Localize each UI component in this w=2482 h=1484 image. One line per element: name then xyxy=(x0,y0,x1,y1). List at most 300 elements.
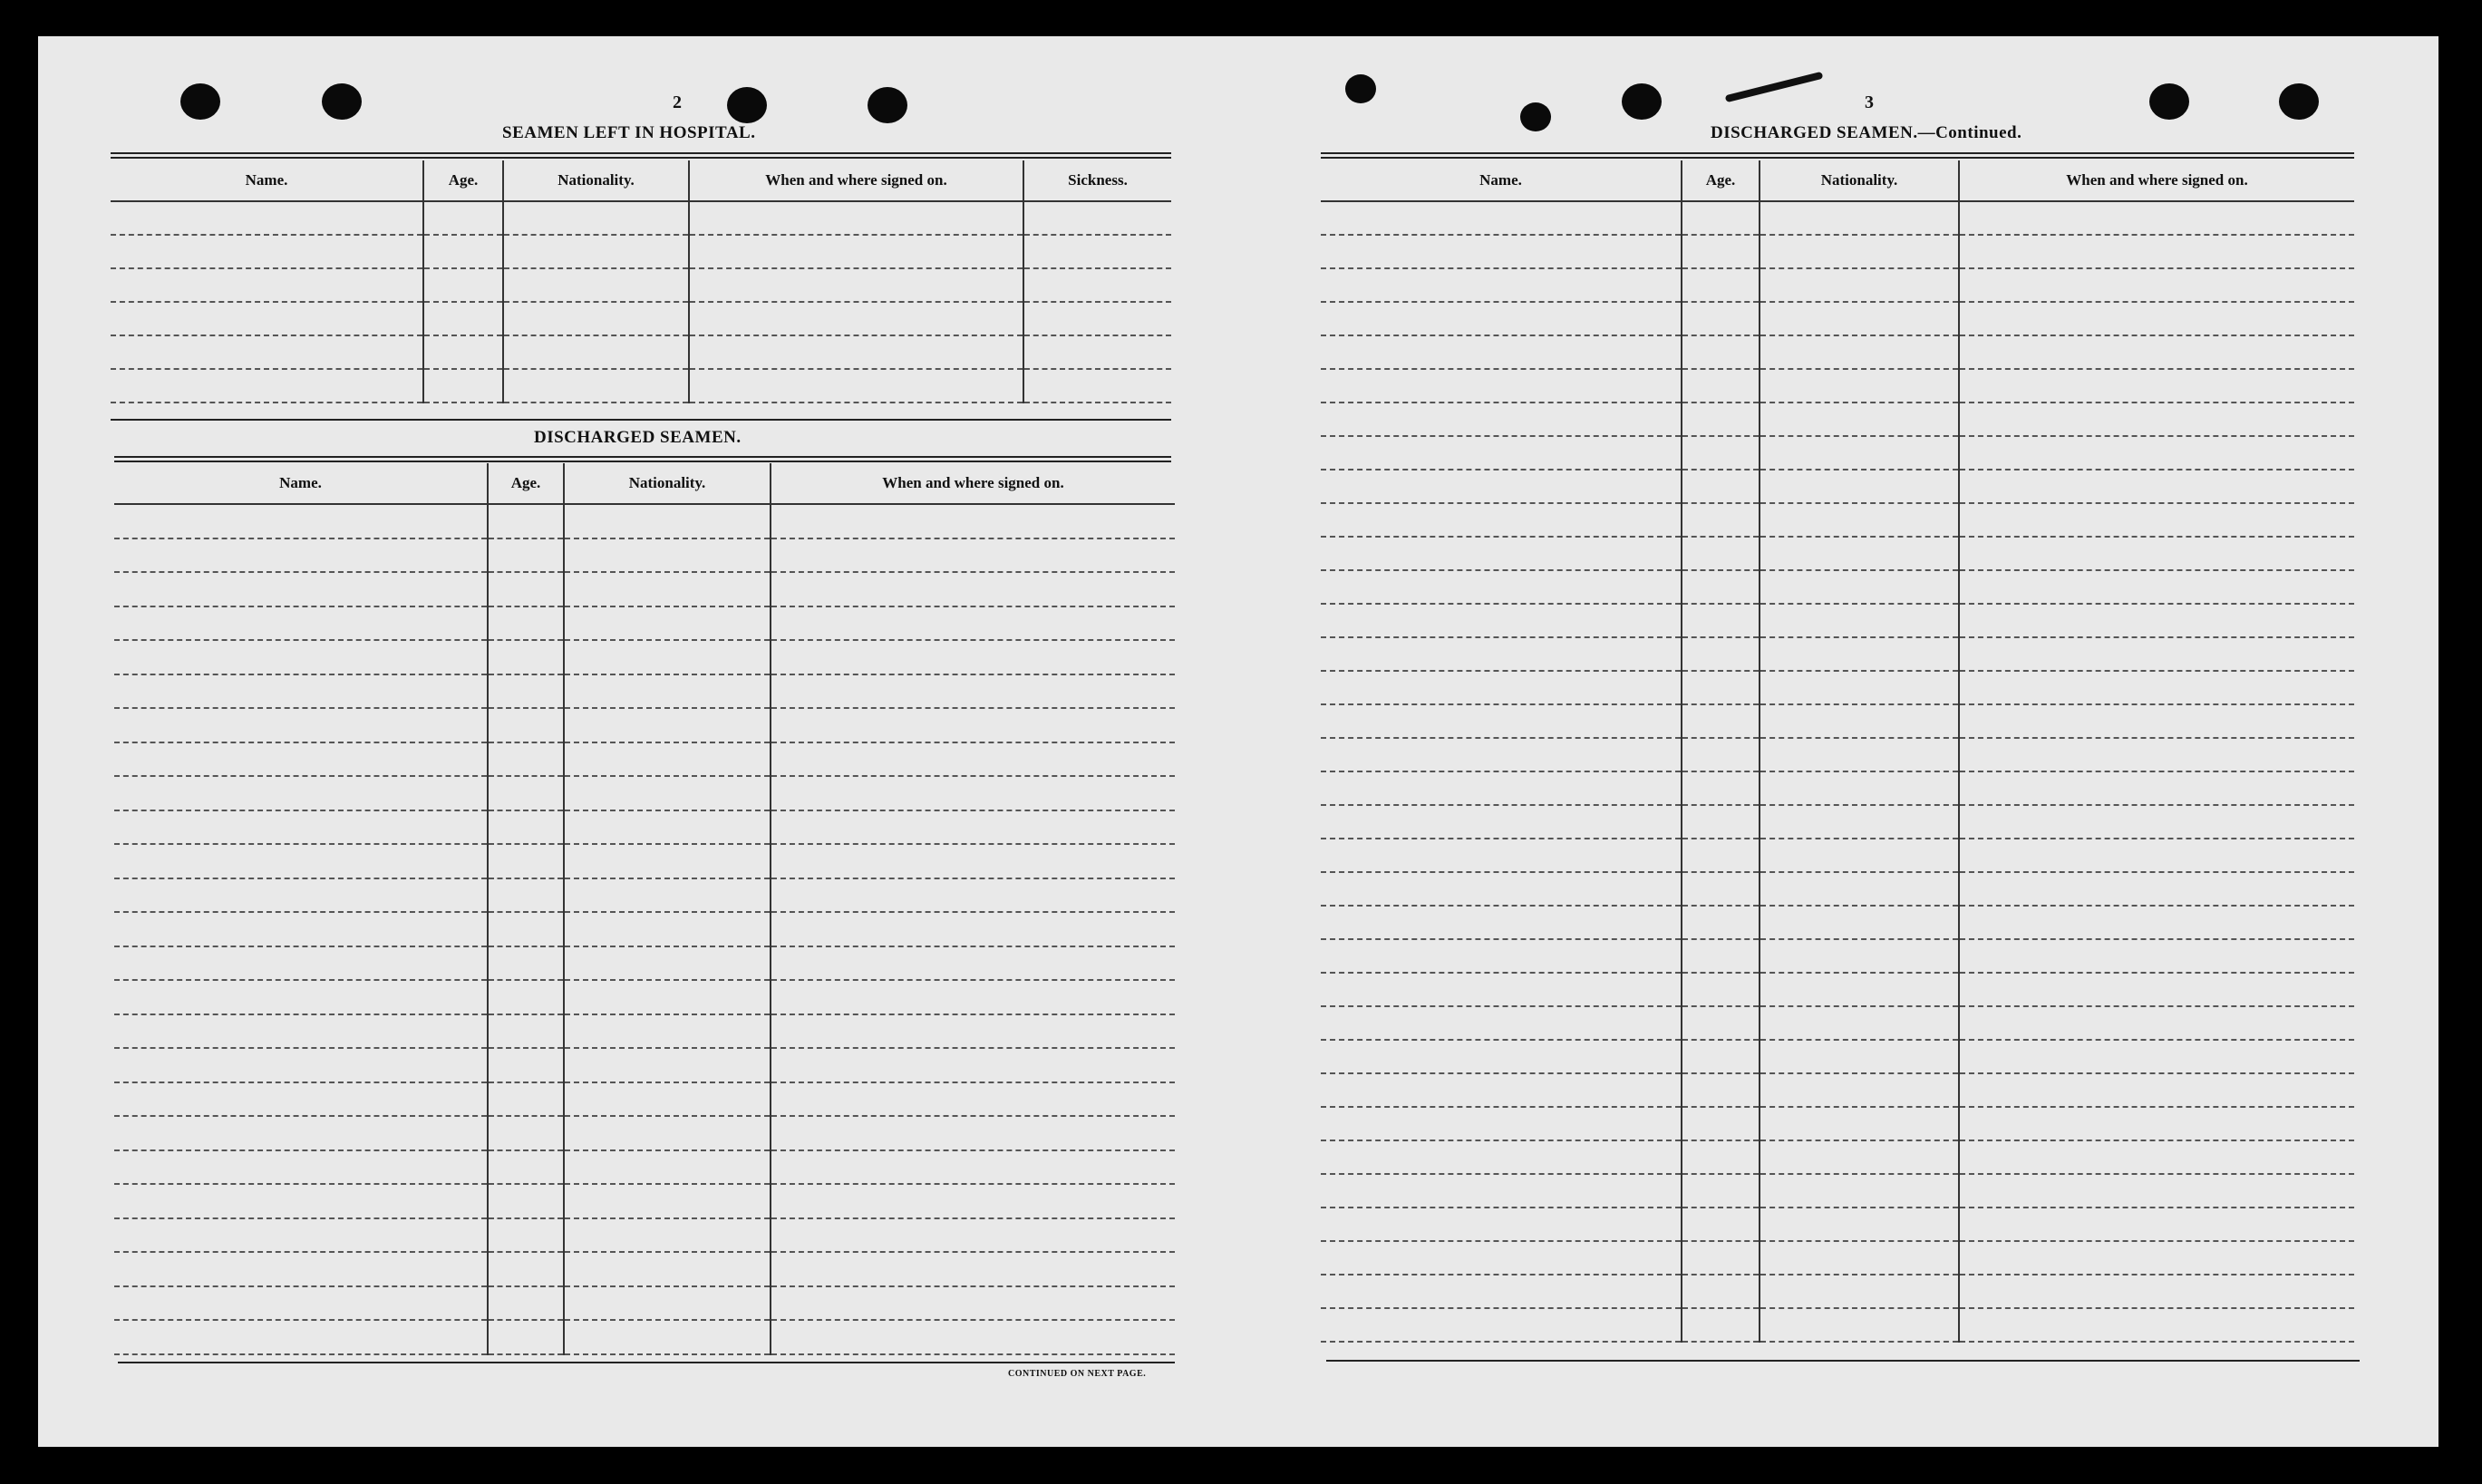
ledger-row xyxy=(114,742,1175,777)
ledger-cell xyxy=(1760,268,1959,302)
ledger-cell xyxy=(1321,771,1682,805)
ledger-cell xyxy=(1682,1275,1760,1308)
ledger-cell xyxy=(1321,1140,1682,1174)
ledger-row xyxy=(111,369,1171,403)
ledger-cell xyxy=(114,1150,488,1185)
ledger-cell xyxy=(771,674,1175,709)
ledger-cell xyxy=(564,912,771,946)
ledger-cell xyxy=(1682,1040,1760,1073)
ledger-cell xyxy=(423,335,503,369)
ledger-cell xyxy=(689,201,1023,235)
hospital-table xyxy=(111,160,1171,403)
ledger-row xyxy=(114,572,1175,606)
ledger-cell xyxy=(771,1048,1175,1082)
ledger-cell xyxy=(1760,302,1959,335)
ledger-cell xyxy=(564,1184,771,1218)
ledger-cell xyxy=(1682,1241,1760,1275)
ledger-cell xyxy=(1959,704,2354,738)
ledger-cell xyxy=(564,776,771,810)
ledger-cell xyxy=(1321,335,1682,369)
section-rule xyxy=(111,419,1171,421)
ledger-cell xyxy=(1760,805,1959,839)
column-header-age: Age. xyxy=(423,160,503,201)
ledger-cell xyxy=(1760,906,1959,939)
ledger-row xyxy=(1321,637,2354,671)
ledger-row xyxy=(1321,503,2354,537)
ledger-cell xyxy=(564,810,771,845)
ledger-cell xyxy=(488,946,564,981)
ledger-cell xyxy=(1760,1174,1959,1208)
ledger-cell xyxy=(689,268,1023,302)
ledger-cell xyxy=(488,1252,564,1286)
bottom-rule xyxy=(118,1362,1175,1363)
ledger-cell xyxy=(114,980,488,1014)
ledger-cell xyxy=(1959,1208,2354,1241)
ledger-cell xyxy=(1760,1140,1959,1174)
ledger-cell xyxy=(488,1286,564,1321)
ledger-cell xyxy=(1760,570,1959,604)
ledger-cell xyxy=(1321,537,1682,570)
ledger-cell xyxy=(1321,939,1682,973)
ledger-cell xyxy=(488,504,564,538)
ledger-row xyxy=(114,1082,1175,1117)
ledger-row xyxy=(1321,1174,2354,1208)
column-header-signed-on: When and where signed on. xyxy=(771,463,1175,504)
page-number: 2 xyxy=(673,92,683,112)
ledger-cell xyxy=(1959,1073,2354,1107)
ledger-cell xyxy=(1682,1073,1760,1107)
ledger-cell xyxy=(114,572,488,606)
ledger-cell xyxy=(1321,839,1682,872)
ledger-cell xyxy=(1760,973,1959,1006)
ledger-cell xyxy=(564,1286,771,1321)
ledger-cell xyxy=(564,606,771,641)
ledger-cell xyxy=(1760,1073,1959,1107)
ledger-cell xyxy=(1959,738,2354,771)
ledger-cell xyxy=(771,946,1175,981)
ledger-cell xyxy=(1321,503,1682,537)
ledger-cell xyxy=(1760,1107,1959,1140)
ledger-cell xyxy=(1682,335,1760,369)
ledger-cell xyxy=(503,201,689,235)
ledger-cell xyxy=(1682,470,1760,503)
ledger-row xyxy=(1321,738,2354,771)
ledger-cell xyxy=(1682,1107,1760,1140)
ledger-row xyxy=(1321,1107,2354,1140)
ledger-cell xyxy=(114,1320,488,1354)
continued-note: CONTINUED ON NEXT PAGE. xyxy=(1008,1369,1147,1379)
ledger-cell xyxy=(1682,839,1760,872)
ledger-cell xyxy=(1321,1308,1682,1342)
ledger-cell xyxy=(1321,1006,1682,1040)
ledger-cell xyxy=(771,1150,1175,1185)
ledger-row xyxy=(1321,335,2354,369)
ledger-cell xyxy=(771,912,1175,946)
ledger-cell xyxy=(564,1048,771,1082)
ledger-cell xyxy=(771,708,1175,742)
ledger-cell xyxy=(1321,604,1682,637)
ledger-cell xyxy=(1959,637,2354,671)
ledger-row xyxy=(1321,268,2354,302)
ledger-cell xyxy=(1682,436,1760,470)
ledger-cell xyxy=(1321,637,1682,671)
ledger-cell xyxy=(114,878,488,913)
ledger-cell xyxy=(423,302,503,335)
ledger-row xyxy=(114,810,1175,845)
ledger-row xyxy=(1321,403,2354,436)
ledger-cell xyxy=(689,335,1023,369)
ledger-cell xyxy=(1682,302,1760,335)
ledger-cell xyxy=(1959,973,2354,1006)
ledger-cell xyxy=(771,878,1175,913)
ledger-cell xyxy=(564,1320,771,1354)
column-header-nationality: Nationality. xyxy=(564,463,771,504)
ledger-cell xyxy=(114,946,488,981)
ledger-cell xyxy=(771,640,1175,674)
ledger-cell xyxy=(1959,939,2354,973)
ledger-cell xyxy=(1682,906,1760,939)
ledger-cell xyxy=(488,776,564,810)
ledger-cell xyxy=(1959,839,2354,872)
ledger-cell xyxy=(114,1048,488,1082)
ledger-cell xyxy=(564,878,771,913)
ledger-cell xyxy=(114,1116,488,1150)
ledger-cell xyxy=(1760,839,1959,872)
ledger-cell xyxy=(1959,302,2354,335)
ledger-cell xyxy=(488,844,564,878)
ledger-cell xyxy=(1760,369,1959,403)
ledger-cell xyxy=(1321,1040,1682,1073)
ledger-cell xyxy=(1760,537,1959,570)
ledger-cell xyxy=(1682,1006,1760,1040)
left-page xyxy=(111,36,1215,1447)
ledger-cell xyxy=(771,1320,1175,1354)
ledger-cell xyxy=(114,912,488,946)
ledger-cell xyxy=(114,708,488,742)
ledger-cell xyxy=(1321,1107,1682,1140)
ledger-cell xyxy=(488,980,564,1014)
ledger-cell xyxy=(488,640,564,674)
ledger-cell xyxy=(1321,268,1682,302)
ledger-cell xyxy=(1321,704,1682,738)
ledger-cell xyxy=(689,369,1023,403)
ledger-row xyxy=(1321,1275,2354,1308)
ledger-cell xyxy=(488,538,564,573)
ledger-cell xyxy=(1959,1174,2354,1208)
ledger-cell xyxy=(1682,537,1760,570)
ledger-row xyxy=(1321,805,2354,839)
ledger-cell xyxy=(1959,201,2354,235)
ledger-row xyxy=(114,1218,1175,1253)
table-header-row xyxy=(114,463,1175,504)
ledger-cell xyxy=(1321,973,1682,1006)
hospital-section-title: SEAMEN LEFT IN HOSPITAL. xyxy=(502,123,756,142)
ledger-row xyxy=(1321,1006,2354,1040)
ledger-row xyxy=(1321,872,2354,906)
ledger-cell xyxy=(1321,738,1682,771)
ledger-row xyxy=(111,235,1171,268)
ledger-cell xyxy=(564,844,771,878)
ledger-cell xyxy=(503,335,689,369)
ledger-cell xyxy=(1760,201,1959,235)
ledger-row xyxy=(1321,235,2354,268)
ledger-cell xyxy=(564,504,771,538)
ledger-cell xyxy=(114,1082,488,1117)
ledger-cell xyxy=(1760,403,1959,436)
ledger-cell xyxy=(1959,268,2354,302)
ledger-row xyxy=(114,538,1175,573)
bottom-rule xyxy=(1326,1360,2360,1362)
page-number: 3 xyxy=(1865,92,1875,112)
ledger-cell xyxy=(1023,235,1171,268)
ledger-cell xyxy=(1321,369,1682,403)
ledger-cell xyxy=(488,1116,564,1150)
ledger-cell xyxy=(1959,403,2354,436)
ledger-row xyxy=(114,674,1175,709)
ledger-cell xyxy=(1682,235,1760,268)
column-header-age: Age. xyxy=(488,463,564,504)
ledger-cell xyxy=(771,1014,1175,1049)
ledger-row xyxy=(114,1184,1175,1218)
column-header-sickness: Sickness. xyxy=(1023,160,1171,201)
ledger-cell xyxy=(771,1116,1175,1150)
ledger-cell xyxy=(771,1218,1175,1253)
ledger-cell xyxy=(1959,771,2354,805)
ledger-cell xyxy=(1682,1174,1760,1208)
ledger-cell xyxy=(1959,436,2354,470)
ledger-row xyxy=(1321,302,2354,335)
ledger-cell xyxy=(1023,268,1171,302)
ledger-cell xyxy=(1321,235,1682,268)
ledger-cell xyxy=(114,504,488,538)
ledger-cell xyxy=(114,1014,488,1049)
column-header-nationality: Nationality. xyxy=(503,160,689,201)
ledger-cell xyxy=(1959,604,2354,637)
ledger-row xyxy=(114,1252,1175,1286)
discharged-continued-table xyxy=(1321,160,2354,1343)
ledger-cell xyxy=(488,742,564,777)
ledger-row xyxy=(114,1014,1175,1049)
ledger-cell xyxy=(1959,335,2354,369)
ledger-cell xyxy=(111,369,423,403)
ledger-row xyxy=(114,776,1175,810)
ledger-cell xyxy=(1959,503,2354,537)
ledger-cell xyxy=(1760,771,1959,805)
ledger-cell xyxy=(564,946,771,981)
ledger-cell xyxy=(488,606,564,641)
ledger-cell xyxy=(1959,1040,2354,1073)
ledger-cell xyxy=(1959,570,2354,604)
ledger-cell xyxy=(1959,470,2354,503)
ledger-cell xyxy=(503,302,689,335)
ledger-cell xyxy=(771,776,1175,810)
ledger-cell xyxy=(1760,1006,1959,1040)
ledger-cell xyxy=(1959,906,2354,939)
section-rule xyxy=(114,456,1171,462)
column-header-nationality: Nationality. xyxy=(1760,160,1959,201)
ledger-row xyxy=(1321,1208,2354,1241)
ledger-cell xyxy=(1321,436,1682,470)
ledger-cell xyxy=(564,980,771,1014)
ledger-row xyxy=(114,1286,1175,1321)
ledger-cell xyxy=(1760,335,1959,369)
ledger-cell xyxy=(1321,671,1682,704)
ledger-cell xyxy=(1682,201,1760,235)
ledger-cell xyxy=(1682,671,1760,704)
ledger-row xyxy=(114,606,1175,641)
ledger-row xyxy=(114,1320,1175,1354)
ledger-cell xyxy=(114,742,488,777)
ledger-cell xyxy=(1959,369,2354,403)
ledger-row xyxy=(114,1116,1175,1150)
ledger-cell xyxy=(114,1184,488,1218)
ledger-cell xyxy=(1321,302,1682,335)
ledger-row xyxy=(1321,906,2354,939)
ledger-row xyxy=(114,504,1175,538)
ledger-cell xyxy=(1321,1208,1682,1241)
ledger-cell xyxy=(771,1082,1175,1117)
ledger-cell xyxy=(114,538,488,573)
ledger-cell xyxy=(423,369,503,403)
ledger-cell xyxy=(1760,604,1959,637)
ledger-cell xyxy=(1760,939,1959,973)
ledger-cell xyxy=(1959,872,2354,906)
ledger-cell xyxy=(1023,201,1171,235)
ledger-cell xyxy=(1959,1140,2354,1174)
ledger-cell xyxy=(488,674,564,709)
ledger-cell xyxy=(771,1184,1175,1218)
ledger-row xyxy=(114,980,1175,1014)
ledger-cell xyxy=(1682,268,1760,302)
ledger-cell xyxy=(488,912,564,946)
ledger-cell xyxy=(1682,369,1760,403)
ledger-cell xyxy=(1682,939,1760,973)
ledger-cell xyxy=(564,1150,771,1185)
ledger-cell xyxy=(114,606,488,641)
ledger-cell xyxy=(1682,738,1760,771)
ledger-cell xyxy=(114,1218,488,1253)
ledger-cell xyxy=(564,674,771,709)
ledger-cell xyxy=(1682,771,1760,805)
ledger-cell xyxy=(564,1082,771,1117)
ledger-cell xyxy=(423,235,503,268)
ledger-row xyxy=(111,268,1171,302)
ledger-cell xyxy=(1682,1308,1760,1342)
ledger-cell xyxy=(1682,805,1760,839)
ledger-cell xyxy=(1959,1006,2354,1040)
ledger-cell xyxy=(564,1252,771,1286)
ledger-cell xyxy=(1321,1275,1682,1308)
ledger-row xyxy=(111,302,1171,335)
ledger-row xyxy=(1321,839,2354,872)
ledger-cell xyxy=(1760,671,1959,704)
ledger-cell xyxy=(503,235,689,268)
right-page xyxy=(1321,36,2395,1447)
ledger-cell xyxy=(1959,235,2354,268)
ledger-cell xyxy=(771,504,1175,538)
ledger-cell xyxy=(771,742,1175,777)
ledger-row xyxy=(114,708,1175,742)
ledger-cell xyxy=(1959,1308,2354,1342)
ledger-cell xyxy=(1321,1174,1682,1208)
ledger-cell xyxy=(488,572,564,606)
ledger-cell xyxy=(114,776,488,810)
ledger-cell xyxy=(1760,738,1959,771)
ledger-cell xyxy=(689,235,1023,268)
ledger-row xyxy=(114,1150,1175,1185)
ledger-cell xyxy=(1321,1073,1682,1107)
ledger-row xyxy=(1321,1140,2354,1174)
ledger-row xyxy=(1321,671,2354,704)
ledger-row xyxy=(114,844,1175,878)
ledger-cell xyxy=(564,572,771,606)
ledger-row xyxy=(1321,436,2354,470)
discharged-continued-title: DISCHARGED SEAMEN.—Continued. xyxy=(1711,123,2022,142)
ledger-cell xyxy=(488,878,564,913)
ledger-row xyxy=(1321,570,2354,604)
ledger-cell xyxy=(1760,1275,1959,1308)
ledger-cell xyxy=(114,810,488,845)
ledger-cell xyxy=(1760,704,1959,738)
ledger-cell xyxy=(771,538,1175,573)
ledger-cell xyxy=(488,1150,564,1185)
ledger-cell xyxy=(1682,570,1760,604)
ledger-cell xyxy=(114,640,488,674)
ledger-row xyxy=(111,335,1171,369)
ledger-cell xyxy=(488,810,564,845)
ledger-row xyxy=(114,946,1175,981)
ledger-row xyxy=(1321,771,2354,805)
ledger-cell xyxy=(689,302,1023,335)
ledger-cell xyxy=(1682,704,1760,738)
ledger-cell xyxy=(1321,906,1682,939)
ledger-cell xyxy=(1682,973,1760,1006)
ledger-cell xyxy=(1682,637,1760,671)
ledger-cell xyxy=(111,302,423,335)
ledger-cell xyxy=(771,606,1175,641)
column-header-age: Age. xyxy=(1682,160,1760,201)
ledger-row xyxy=(1321,604,2354,637)
ledger-cell xyxy=(114,1252,488,1286)
ledger-row xyxy=(1321,1308,2354,1342)
ledger-cell xyxy=(1760,872,1959,906)
ledger-cell xyxy=(1760,470,1959,503)
ledger-sheet xyxy=(38,36,2438,1447)
ledger-cell xyxy=(1321,805,1682,839)
ledger-row xyxy=(1321,939,2354,973)
ledger-cell xyxy=(488,1320,564,1354)
ledger-cell xyxy=(1682,604,1760,637)
ledger-cell xyxy=(564,538,771,573)
ledger-cell xyxy=(488,1014,564,1049)
ledger-cell xyxy=(488,1048,564,1082)
ledger-cell xyxy=(771,844,1175,878)
ledger-cell xyxy=(1760,1040,1959,1073)
ledger-cell xyxy=(114,674,488,709)
ledger-cell xyxy=(1321,872,1682,906)
ledger-cell xyxy=(564,742,771,777)
ledger-cell xyxy=(1760,503,1959,537)
ledger-cell xyxy=(1682,1208,1760,1241)
section-rule xyxy=(111,152,1171,159)
ledger-cell xyxy=(111,235,423,268)
ledger-cell xyxy=(1321,201,1682,235)
ledger-cell xyxy=(1959,1241,2354,1275)
ledger-cell xyxy=(771,1286,1175,1321)
ledger-row xyxy=(114,640,1175,674)
ledger-cell xyxy=(111,268,423,302)
ledger-cell xyxy=(423,268,503,302)
